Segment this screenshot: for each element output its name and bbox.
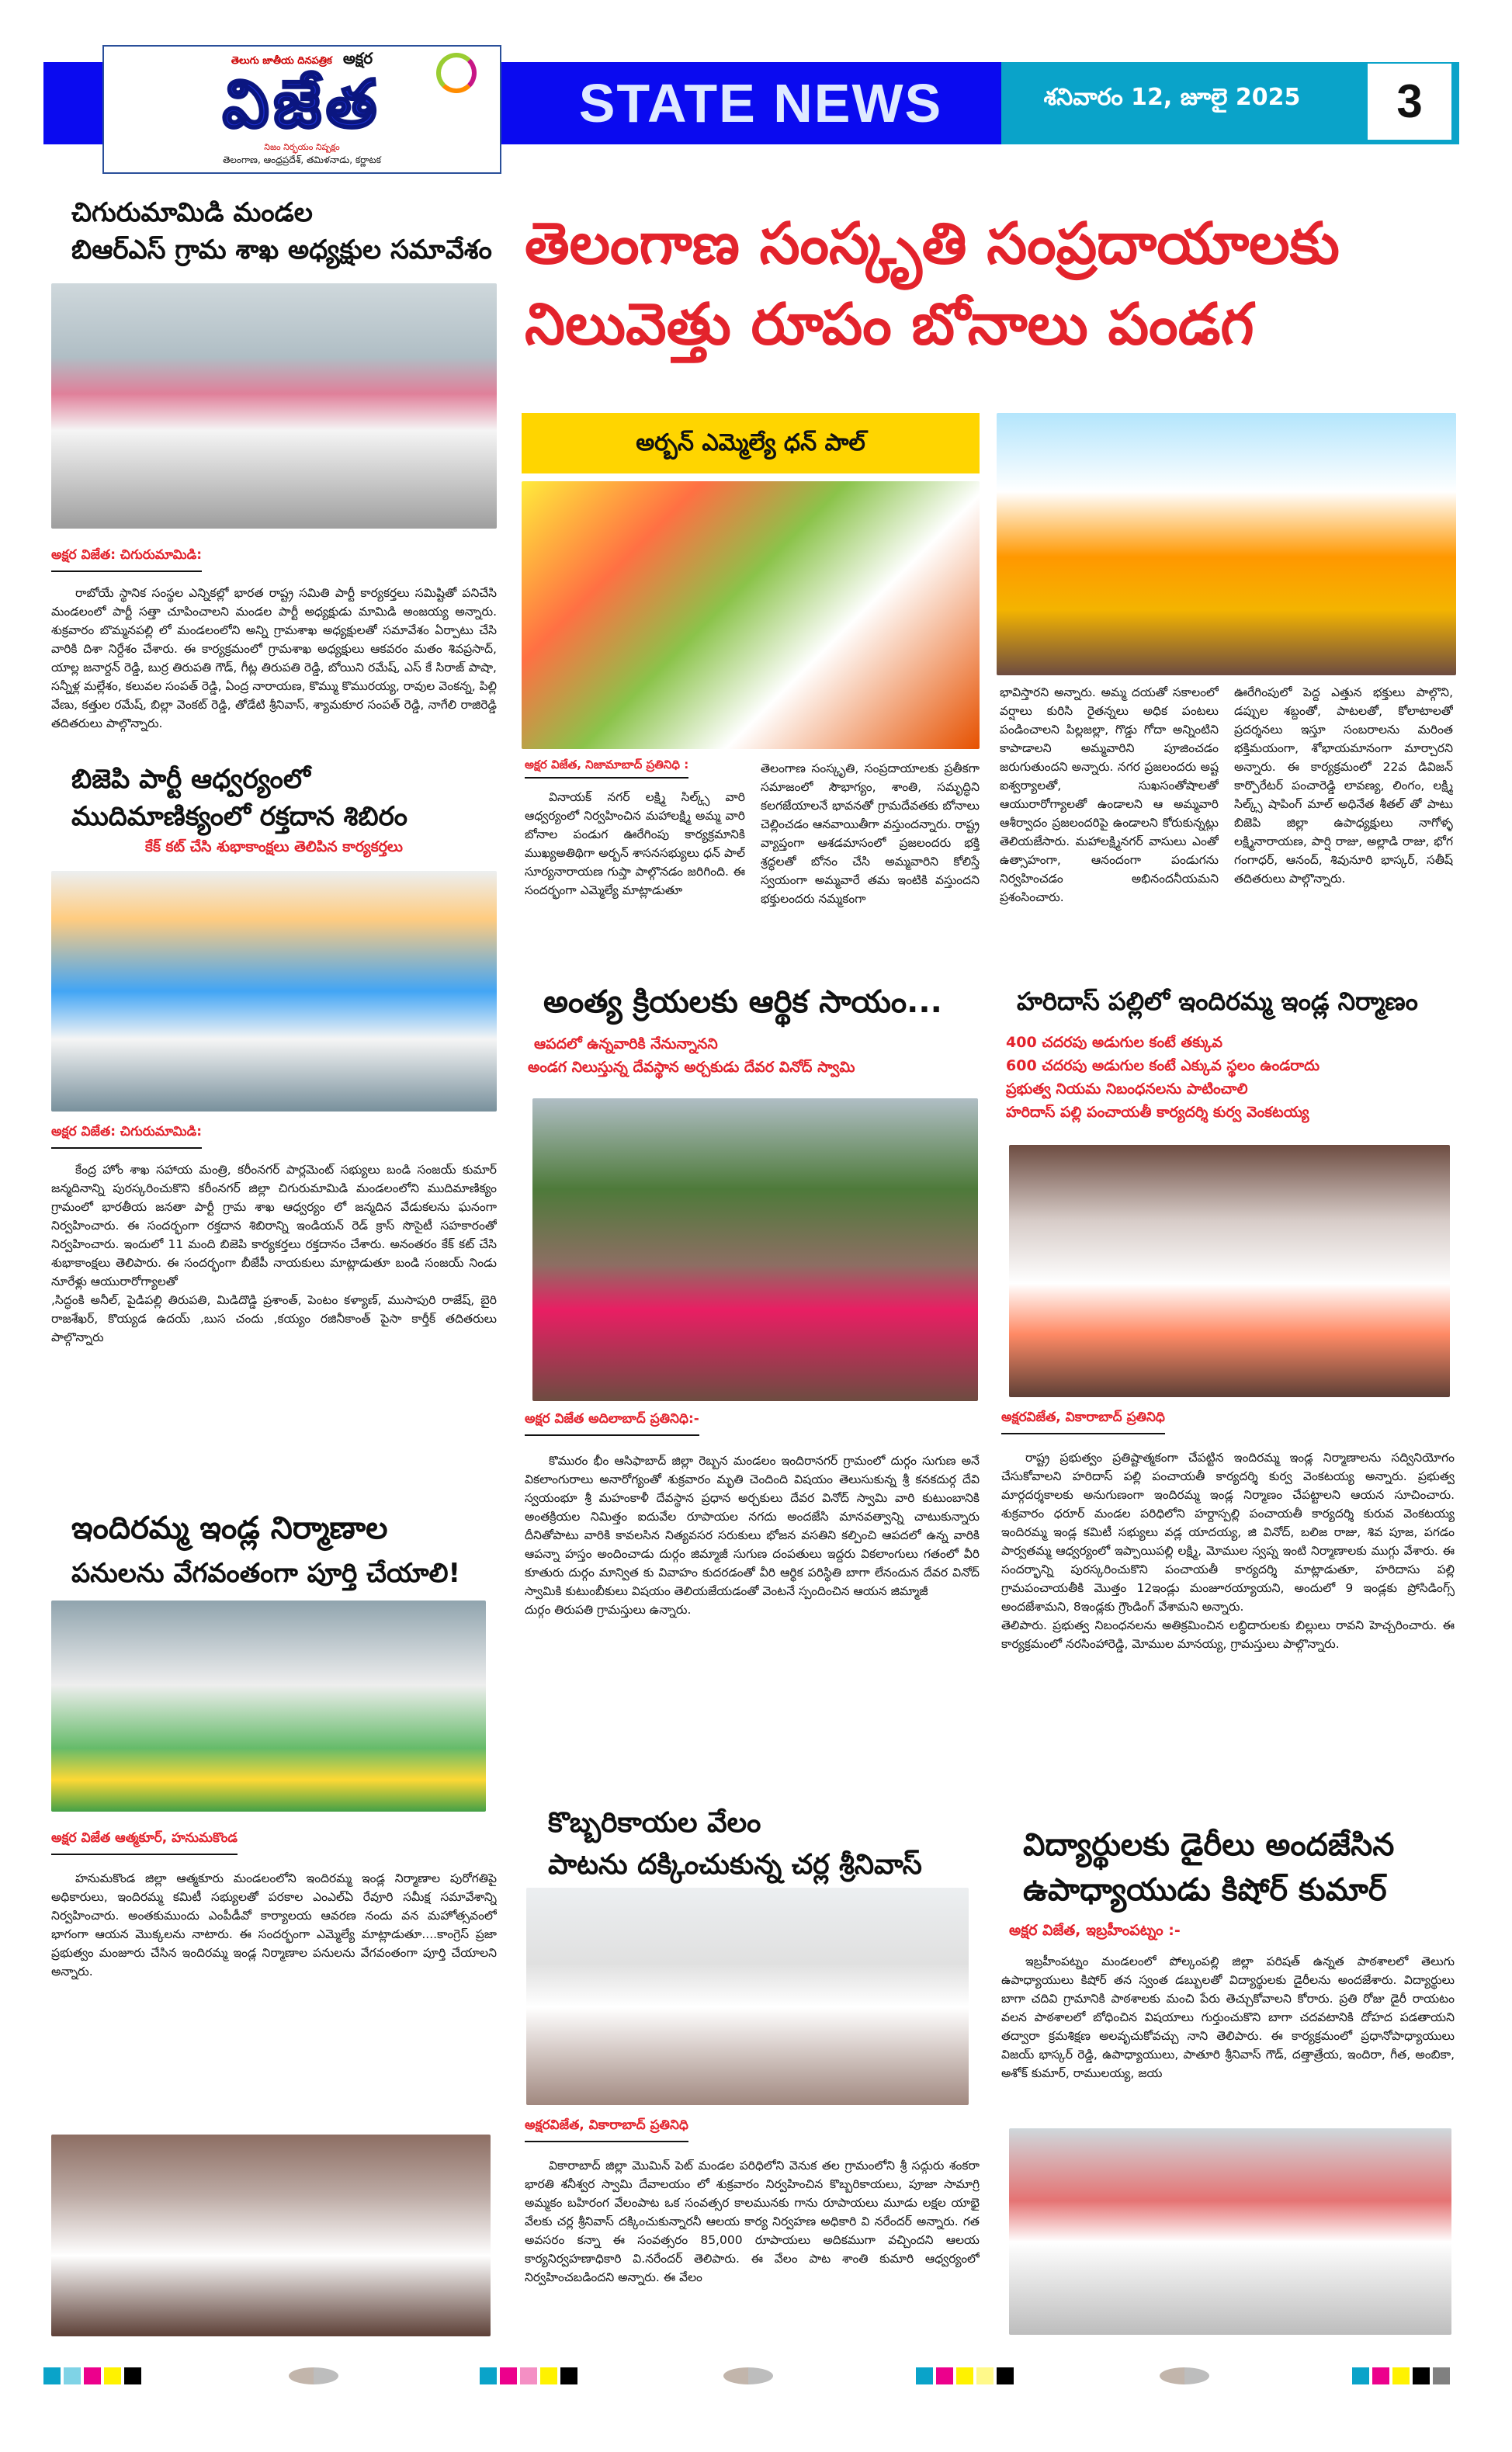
funeral-aid-body: కొమురం భీం ఆసిఫాబాద్ జిల్లా రెబ్బన మండలం ఇందిరానగర్ గ్రామంలో దుర్గం సుగుణ అనే వికలాంగురాలు అనారోగ్యంతో శుక్రవారం మృతి చెందింది విషయం తెలుసుకున్న శ్రీ కనకదుర్గ దేవి స్వయంభూ శ్రీ మహంకాళీ దేవస్థాన ప్రధాన అర్చకులు దేవర వినోద్ స్వామి వారి కుటుంబానికి అంతక్రియల నిమిత్తం ఐదువేల రూపాయల నగదు అందజేసి మానవత్వాన్ని చాటుకున్నారు దీనితోపాటు వారికి కావలసిన నిత్యవసర సరుకులు భోజన వసతిని కల్పించి ఆపదలో ఉన్న వారికి ఆపన్నా హస్తం అందించాడు దుర్గం జిమ్మాజీ సుగుణ దంపతులు ఇద్దరు వికలాంగులు గతంలో వీరి కూతురు దుర్గం మాన్విత కు వివాహం కుదరడంతో వీరి ఆర్థిక పరిస్థితి బాగా లేనందున దేవర వినోద్ స్వామికి కుటుంబీకులు విషయం తెలియజేయడంతో వెంటనే స్పందించిన ఆయన జిమ్మాజీ xyxy=(525,1454,980,1598)
blood-camp-headline-line1: బిజెపి పార్టీ ఆధ్వర్యంలో xyxy=(71,764,310,795)
bonalu-body-a: వినాయక్ నగర్ లక్ష్మి సిల్క్స్ వారి ఆధ్వర్యంలో నిర్వహించిన మహాలక్ష్మి అమ్మ వారి బోనాల పండుగ ఊరేగింపు కార్యక్రమానికి ముఖ్యఅతిథిగా అర్బన్ శాసనసభ్యులు ధన్ పాల్ సూర్యనారాయణ గుప్తా పాల్గొనడం జరిగింది. ఈ సందర్భంగా ఎమ్మెల్యే మాట్లాడుతూ xyxy=(525,790,745,897)
haridaspalli-headline: హరిదాస్ పల్లిలో ఇందిరమ్మ ఇండ్ల నిర్మాణం xyxy=(1017,987,1418,1016)
funeral-aid-byline: అక్షర విజేత అదిలాబాద్ ప్రతినిధి:- xyxy=(525,1411,699,1436)
brs-headline-line1: చిగురుమామిడి మండల xyxy=(71,197,313,228)
blood-camp-subheadline: కేక్ కట్ చేసి శుభాకాంక్షలు తెలిపిన కార్యకర్తలు xyxy=(145,838,403,855)
haridaspalli-byline: అక్షరవిజేత, వికారాబాద్ ప్రతినిధి xyxy=(1001,1410,1165,1434)
bonalu-body-d: ఊరేగింపులో పెద్ద ఎత్తున భక్తులు పాల్గొని, డప్పుల శబ్దంతో, పాటలతో, కోలాటాలతో ప్రదర్శనలు ఇస్తూ సంబరాలను మరింత భక్తిమయంగా, శోభాయమానంగా మార్చారని అన్నారు. ఈ కార్యక్రమంలో 22వ డివిజన్ కార్పొరేటర్ పంచారెడ్డి లావణ్య, లింగం, లక్ష్మి సిల్క్స్ షాపింగ్ మాల్ అధినేత శీతల్ తో పాటు బిజెపి జిల్లా ఉపాధ్యక్షులు నాగోళ్ళ లక్ష్మినారాయణ, పార్షి రాజు, అల్లాడి రాజు, భోగ గంగాధర్, ఆనంద్, శివునూరి భాస్కర్, సతీష్ తదితరులు పాల్గొన్నారు. xyxy=(1234,685,1453,886)
coconut-auction-headline xyxy=(548,1802,983,1886)
haridaspalli-heading-group xyxy=(1006,983,1456,1124)
indiramma-meeting-photo xyxy=(51,2135,491,2336)
coconut-auction-body: వికారాబాద్ జిల్లా మొమిన్ పెట్ మండల పరిధిలోని వెనుక తల గ్రామంలోని శ్రీ సద్గురు శంకరా భారతి శనీశ్వర స్వామి దేవాలయం లో శుక్రవారం నిర్వహించిన కొబ్బరికాయలు, పూజా సామాగ్రి అమ్మకం బహిరంగ వేలంపాట ఒక సంవత్సర కాలమునకు గాను రూపాయలు మూడు లక్షల యాభై వేలకు చర్ల శ్రీనివాస్ దక్కించుకున్నారనీ ఆలయ కార్య నిర్వహణ అధికారి వి నరేందర్ అన్నారు. గత అవసరం కన్నా ఈ సంవత్సరం 85,000 రూపాయలు అదికముగా వచ్చిందని ఆలయ కార్యనిర్వహణాధికారి వి.నరేందర్ తెలిపారు. ఈ వేలం పాట శాంతి కుమారి ఆధ్వర్యంలో నిర్వహించబడిందని అన్నారు. ఈ వేలం xyxy=(525,2159,980,2284)
color-bar xyxy=(916,2367,1014,2384)
haridaspalli-body: రాష్ట్ర ప్రభుత్వం ప్రతిష్టాత్మకంగా చేపట్టిన ఇందిరమ్మ ఇండ్ల నిర్మాణాలను సద్వినియోగం చేసుకోవాలని హరిదాస్ పల్లి పంచాయతీ కార్యదర్శి కుర్వ వెంకటయ్య అన్నారు. ప్రభుత్వ మార్గదర్శకాలకు అనుగుణంగా ఇందిరమ్మ ఇండ్ల నిర్మాణం చేపట్టాలని ఆయన సూచించారు. శుక్రవారం ధరూర్ మండల పరిధిలోని హర్దాస్పల్లి పంచాయతీ కార్యదర్శి కురువ వెంకటయ్య ఇందిరమ్మ ఇండ్ల కమిటీ సభ్యులు వడ్ల యాదయ్య, జి వినోద్, బలిజ రాజు, శివ పూజ, పగడం పార్వతమ్మ ఆధ్వర్యంలో ఇప్పాయిపల్లి లక్ష్మి, మోముల స్వప్న ఇంటి నిర్మాణాలకు ముగ్గు వేశారు. ఈ సందర్భాన్ని పురస్కరించుకొని పంచాయతీ కార్యదర్శి మాట్లాడుతూ, హరిదాసు పల్లి గ్రామపంచాయతీకి మొత్తం 12ఇండ్లు మంజూరయ్యాయని, అందులో 9 ఇండ్లకు ప్రోసిడింగ్స్ అందజేశామని, 8ఇండ్లకు గ్రౌండింగ్ వేశామని అన్నారు. xyxy=(1001,1451,1455,1614)
funeral-aid-body-group xyxy=(525,1451,980,1619)
blood-camp-headline-line2: ముదిమాణిక్యంలో రక్తదాన శిబిరం xyxy=(71,801,407,832)
issue-date: శనివారం 12, జూలై 2025 xyxy=(1043,84,1301,111)
haridaspalli-body-end: తెలిపారు. ప్రభుత్వ నిబంధనలను అతిక్రమించిన లబ్ధిదారులకు బిల్లులు రావని హెచ్చరించారు. ఈ కార్యక్రమంలో నరసింహారెడ్డి, మోముల మానయ్య, గ్రామస్తులు పాల్గొన్నారు. xyxy=(1001,1618,1455,1651)
haridaspalli-point: హరిదాస్ పల్లి పంచాయతీ కార్యదర్శి కుర్వ వెంకటయ్య xyxy=(1006,1104,1309,1121)
diaries-body-group xyxy=(1001,1922,1455,2083)
main-headline xyxy=(525,203,1456,365)
indiramma-review-headline-line1: ఇందిరమ్మ ఇండ్ల నిర్మాణాల xyxy=(71,1510,388,1546)
bonalu-body-c: భావిస్తారని అన్నారు. అమ్మ దయతో సకాలంలో వర్షాలు కురిసి రైతన్నలు అధిక పంటలు పండించాలని పిల్లజల్లా, గొడ్డు గోదా అన్నింటిని కాపాడాలని అమ్మవారిని పూజించడం జరుగుతుందని అన్నారు. నగర ప్రజలందరు అష్ట ఐశ్వర్యాలతో, సుఖసంతోషాలతో ఆయురారోగ్యాలతో ఉండాలని ఆ అమ్మవారి ఆశీర్వాదం ప్రజలందరిపై ఉండాలని కోరుకున్నట్లు తెలియజేసారు. మహాలక్ష్మినగర్ వాసులు ఎంతో ఉత్సాహంగా, ఆనందంగా పండుగను నిర్వహించడం అభినందనీయమని ప్రశంసించారు. xyxy=(1000,685,1219,904)
logo-states: తెలంగాణ, ఆంధ్రప్రదేశ్, తమిళనాడు, కర్ణాటక xyxy=(223,154,381,165)
indiramma-review-byline: అక్షర విజేత ఆత్మకూర్, హనుమకొండ xyxy=(51,1830,238,1855)
color-bar xyxy=(480,2367,577,2384)
main-headline-line1: తెలంగాణ సంస్కృతి సంప్రదాయాలకు xyxy=(525,210,1340,277)
logo-top-row xyxy=(231,50,373,67)
registration-mark-icon xyxy=(1160,2367,1209,2384)
funeral-aid-body-end: దుర్గం తిరుపతి గ్రామస్తులు ఉన్నారు. xyxy=(525,1603,692,1617)
coconut-auction-photo xyxy=(526,1888,969,2105)
diaries-photo xyxy=(1009,2128,1451,2335)
blood-camp-headline xyxy=(51,761,497,835)
funeral-aid-photo xyxy=(532,1098,978,1401)
diaries-body: ఇబ్రహీంపట్నం మండలంలో పోల్కంపల్లి జిల్లా పరిషత్ ఉన్నత పాఠశాలలో తెలుగు ఉపాధ్యాయులు కిషోర్ తన స్వంత డబ్బులతో విద్యార్థులకు డైరీలను అందజేశారు. విద్యార్థులు బాగా చదివి గ్రామానికి పాఠశాలకు మంచి పేరు తెచ్చుకోవాలని కోరారు. ప్రతి రోజు డైరీ రాయటం వలన పాఠశాలలో బోధించిన విషయాలు గుర్తుంచుకొని బాగా చదవటానికి దోహద పడతాయని తద్వారా క్రమశిక్షణ అలవృచుకోవచ్చు నాని తెలిపారు. ఈ కార్యక్రమంలో ప్రధానోపాధ్యాయులు విజయ్ భాస్కర్ రెడ్డి, ఉపాధ్యాయులు, పాతూరి శ్రీనివాస్ గౌడ్, దత్తాత్రేయ, ఇందిరా, గీత, అంబికా, అశోక్ కుమార్, రాములయ్య, జయ xyxy=(1001,1954,1455,2080)
bonalu-procession-photo xyxy=(997,413,1456,675)
funeral-aid-sub2: అండగ నిలుస్తున్న దేవస్థాన అర్చకుడు దేవర వినోద్ స్వామి xyxy=(528,1059,855,1076)
funeral-aid-headline: అంత్య క్రియలకు ఆర్థిక సాయం... xyxy=(543,984,942,1020)
diaries-headline xyxy=(1023,1823,1458,1913)
haridaspalli-point: 600 చదరపు అడుగుల కంటే ఎక్కువ స్థలం ఉండరాదు xyxy=(1006,1057,1320,1074)
funeral-aid-heading-group xyxy=(528,980,980,1079)
logo-tagline: తెలుగు జాతీయ దినపత్రిక xyxy=(231,55,332,67)
indiramma-review-headline-line2: పనులను వేగవంతంగా పూర్తి చేయాలి! xyxy=(71,1558,461,1589)
color-bar xyxy=(1352,2367,1450,2384)
bonalu-banner: అర్బన్ ఎమ్మెల్యే ధన్ పాల్ xyxy=(522,413,980,473)
blood-camp-photo xyxy=(51,871,497,1112)
coconut-auction-byline: అక్షరవిజేత, వికారాబాద్ ప్రతినిధి xyxy=(525,2117,688,2142)
funeral-aid-subheadline xyxy=(528,1032,980,1079)
funeral-aid-sub1: ఆపదలో ఉన్నవారికి నేనున్నానని xyxy=(534,1035,718,1053)
main-headline-line2: నిలువెత్తు రూపం బోనాలు పండగ xyxy=(525,291,1254,358)
brs-byline: అక్షర విజేత: చిగురుమామిడి: xyxy=(51,547,202,572)
logo-motto: నిజం నిర్భయం నిష్పక్షం xyxy=(264,142,340,152)
brs-meeting-photo xyxy=(51,283,497,529)
coconut-auction-headline-line2: పాటను దక్కించుకున్న చర్ల శ్రీనివాస్ xyxy=(548,1849,922,1881)
section-title: STATE NEWS xyxy=(578,73,943,134)
peacock-emblem-icon xyxy=(436,53,477,93)
haridaspalli-points xyxy=(1006,1031,1456,1124)
logo-akshara: అక్షర xyxy=(342,49,373,68)
indiramma-review-photo xyxy=(51,1601,486,1812)
brs-body: రాబోయే స్థానిక సంస్థల ఎన్నికల్లో భారత రాష్ట్ర సమితి పార్టీ కార్యకర్తలు సమిష్టితో పనిచేసి మండలంలో పార్టీ సత్తా చూపించాలని మండల పార్టీ అధ్యక్షుడు మామిడి అంజయ్య అన్నారు. శుక్రవారం బొమ్మనపల్లి లో మండలంలోని అన్ని గ్రామశాఖ అధ్యక్షులతో సమావేశం ఏర్పాటు చేసి వారికి దిశా నిర్దేశం చేశారు. ఈ కార్యక్రమంలో గ్రామశాఖ అధ్యక్షులు ఆకవరం మతం శివప్రసాద్, యాల్ల జనార్దన్ రెడ్డి, బుర్ర తిరుపతి గౌడ్, గీట్ల తిరుపతి రెడ్డి, బోయిని రమేష్, ఎస్ కే సిరాజ్ పాషా, సన్నీళ్ల మల్లేశం, కలువల సంపత్ రెడ్డి, ఏంద్ర నారాయణ, కొమ్ము కొమురయ్య, రావుల వెంకన్న, పిల్లి వేణు, కత్తుల రమేష్, బిల్లా వెంకట్ రెడ్డి, తోడేటి శ్రీనివాస్, శ్యామకూర సంపత్ రెడ్డి, నాగేలి రాజిరెడ్డి తదితరులు పాల్గొన్నారు. xyxy=(51,586,497,730)
indiramma-review-body: హనుమకొండ జిల్లా ఆత్మకూరు మండలంలోని ఇందిరమ్మ ఇండ్ల నిర్మాణాల పురోగతిపై అధికారులు, ఇందిరమ్మ కమిటీ సభ్యులతో పరకాల ఎంఎల్ఏ రేవూరి సమీక్ష సమావేశాన్ని నిర్వహించారు. అంతకుముందు ఎంపీడీవో కార్యాలయ ఆవరణ నందు వన మహోత్సవంలో భాగంగా ఆయన మొక్కలను నాటారు. ఈ సందర్భంగా ఎమ్మెల్యే మాట్లాడుతూ....కాంగ్రెస్ ప్రజా ప్రభుత్వం మంజూరు చేసిన ఇందిరమ్మ ఇండ్ల నిర్మాణాల పనులను వేగవంతంగా పూర్తి చేయాలని అన్నారు. xyxy=(51,1871,497,1979)
blood-camp-byline: అక్షర విజేత: చిగురుమామిడి: xyxy=(51,1124,202,1149)
blood-camp-heading-group xyxy=(51,761,497,858)
diaries-headline-line1: విద్యార్థులకు డైరీలు అందజేసిన xyxy=(1023,1827,1395,1863)
blood-camp-body-group xyxy=(51,1160,497,1347)
registration-mark-icon xyxy=(289,2367,338,2384)
diaries-byline: అక్షర విజేత, ఇబ్రహీంపట్నం :- xyxy=(1009,1922,1181,1939)
masthead-logo xyxy=(102,45,501,174)
haridaspalli-point: 400 చదరపు అడుగుల కంటే తక్కువ xyxy=(1006,1034,1223,1051)
indiramma-review-headline xyxy=(71,1506,506,1596)
bonalu-left-group xyxy=(525,757,745,900)
bonalu-puja-photo xyxy=(522,481,980,749)
coconut-auction-headline-line1: కొబ్బరికాయల వేలం xyxy=(548,1807,761,1839)
blood-camp-body: కేంద్ర హోం శాఖ సహాయ మంత్రి, కరీంనగర్ పార్లమెంట్ సభ్యులు బండి సంజయ్ కుమార్ జన్మదినాన్ని పురస్కరించుకొని కరీంనగర్ జిల్లా చిగురుమామిడి మండలంలోని ముదిమాణిక్యం గ్రామంలో భారతీయ జనతా పార్టీ గ్రామ శాఖ ఆధ్వర్యం లో జన్మదిన వేడుకలను ఘనంగా నిర్వహించారు. ఈ సందర్భంగా రక్తదాన శిబిరాన్ని ఇండియన్ రెడ్ క్రాస్ సొసైటీ సహకారంతో నిర్వహించారు. ఇందులో 11 మంది బిజెపి కార్యకర్తలు రక్తదానం చేశారు. అనంతరం కేక్ కట్ చేసి శుభాకాంక్షలు తెలిపారు. ఈ సందర్భంగా బీజేపీ నాయకులు మాట్లాడుతూ బండి సంజయ్ నిండు నూరేళ్లు ఆయురారోగ్యాలతో xyxy=(51,1163,497,1288)
brs-headline xyxy=(71,194,506,269)
haridaspalli-body-group xyxy=(1001,1448,1455,1653)
haridaspalli-point: ప్రభుత్వ నియమ నిబంధనలను పాటించాలి xyxy=(1006,1080,1248,1098)
color-bar xyxy=(43,2367,141,2384)
registration-mark-icon xyxy=(723,2367,773,2384)
haridaspalli-photo xyxy=(1009,1145,1450,1397)
bonalu-body-b: తెలంగాణ సంస్కృతి, సంప్రదాయాలకు ప్రతీకగా సమాజంలో సౌభాగ్యం, శాంతి, సమృద్ధిని కలగజేయాలనే భావనతో గ్రామదేవతకు బోనాలు చెల్లించడం ఆనవాయితీగా వస్తుందన్నారు. రాష్ట్ర వ్యాప్తంగా ఆశడమాసంలో ప్రజలందరు భక్తి శ్రద్ధలతో బోనం చేసి అమ్మవారిని కోలిస్తే స్వయంగా అమ్మవారే తమ ఇంటికి వస్తుందని భక్తులందరు నమ్మకంగా xyxy=(761,761,980,906)
page-number: 3 xyxy=(1368,64,1451,140)
bonalu-byline: అక్షర విజేత, నిజామాబాద్ ప్రతినిధి : xyxy=(525,757,688,779)
brs-headline-line2: బిఆర్ఎస్ గ్రామ శాఖ అధ్యక్షుల సమావేశం xyxy=(71,234,492,265)
blood-camp-body-end: ,సిద్ధంకి అనీల్, పైడిపల్లి తిరుపతి, మిడిదొడ్డి ప్రశాంత్, పెంటం కళ్యాణ్, ముసాపురి రాజేష్, బైరి రాజశేఖర్, కొయ్యడ ఉదయ్ ,బుస చందు ,కయ్యం రజినీకాంత్ పైసా కార్తీక్ తదితరులు పాల్గొన్నారు xyxy=(51,1293,497,1344)
diaries-headline-line2: ఉపాధ్యాయుడు కిషోర్ కుమార్ xyxy=(1023,1872,1387,1908)
logo-brand: విజేత xyxy=(222,66,382,142)
